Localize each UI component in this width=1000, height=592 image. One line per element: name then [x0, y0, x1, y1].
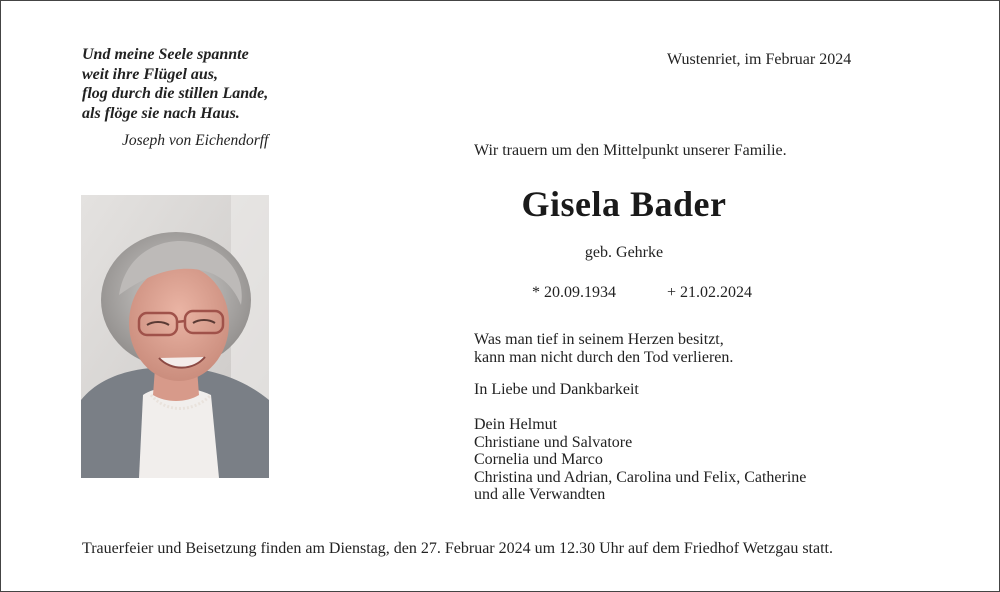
intro-text: Wir trauern um den Mittelpunkt unserer Familie. — [474, 142, 787, 159]
dedication: In Liebe und Dankbarkeit — [474, 381, 639, 398]
maiden-name: geb. Gehrke — [584, 244, 664, 261]
poem-author: Joseph von Eichendorff — [122, 132, 269, 149]
poem-line: flog durch die stillen Lande, — [82, 85, 269, 102]
birth-date: * 20.09.1934 — [532, 284, 616, 301]
portrait-photo — [81, 195, 269, 478]
place-date: Wustenriet, im Februar 2024 — [667, 51, 852, 68]
family-list — [474, 416, 806, 504]
poem-line: als flöge sie nach Haus. — [82, 104, 240, 122]
family-member: Christina und Adrian, Carolina und Felix, Catherine — [474, 468, 807, 486]
quote-line: kann man nicht durch den Tod verlieren. — [474, 348, 734, 366]
quote — [474, 331, 733, 366]
family-member: Dein Helmut — [474, 416, 558, 433]
deceased-name: Gisela Bader — [521, 184, 727, 224]
family-member: Christiane und Salvatore — [474, 433, 633, 451]
family-member: Cornelia und Marco — [474, 451, 603, 468]
poem — [82, 45, 268, 123]
family-member: und alle Verwandten — [474, 486, 606, 503]
quote-line: Was man tief in seinem Herzen besitzt, — [474, 331, 724, 348]
death-date: + 21.02.2024 — [667, 284, 753, 301]
poem-line: weit ihre Flügel aus, — [82, 65, 219, 83]
funeral-info: Trauerfeier und Beisetzung finden am Dienstag, den 27. Februar 2024 um 12.30 Uhr auf dem Friedhof Wetzgau statt. — [82, 540, 833, 557]
poem-line: Und meine Seele spannte — [82, 46, 249, 63]
